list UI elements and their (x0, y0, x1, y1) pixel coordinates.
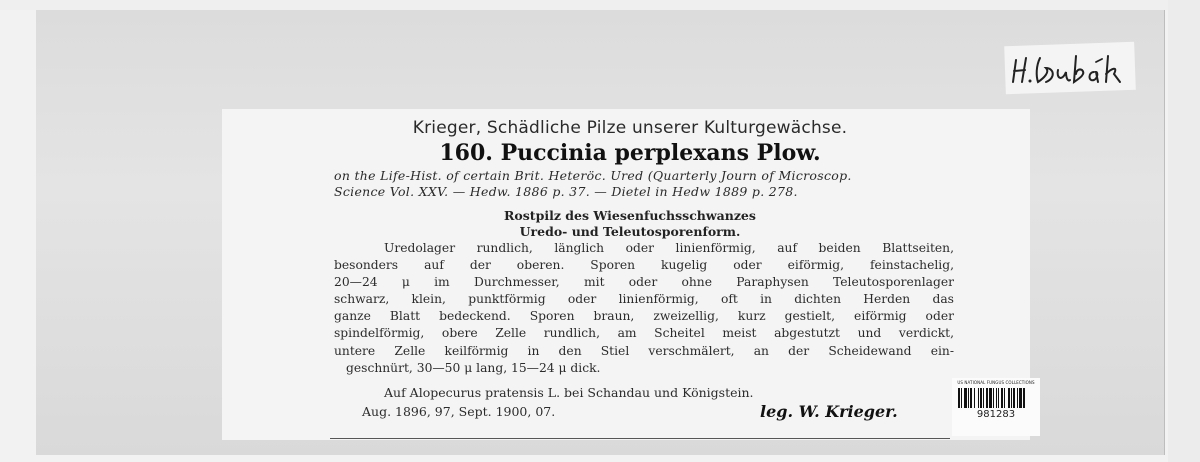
handwritten-signature (1010, 52, 1130, 88)
citation-line: Science Vol. XXV. — Hedw. 1886 p. 37. — Dietel in Hedw 1889 p. 278. (334, 184, 798, 199)
description-line: untere Zelle keilförmig in den Stiel verschmälert, an der Scheidewand ein- (334, 343, 954, 358)
description-line: spindelförmig, obere Zelle rundlich, am Scheitel meist abgestutzt und verdickt, (334, 326, 954, 341)
page-margin-top (0, 0, 1200, 10)
description-line: 20—24 μ im Durchmesser, mit oder ohne Paraphysen Teleutosporenlager (334, 275, 954, 290)
page-margin-right (1168, 0, 1200, 462)
barcode-number: 981283 (976, 409, 1016, 420)
description-line: Uredolager rundlich, länglich oder linienförmig, auf beiden Blattseiten, (384, 241, 954, 255)
collection-dates: Aug. 1896, 97, Sept. 1900, 07. (362, 404, 556, 419)
collection-locality: Auf Alopecurus pratensis L. bei Schandau und Königstein. (384, 385, 754, 400)
citation-line: on the Life-Hist. of certain Brit. Heteröc. Ured (Quarterly Journ of Microscop. (334, 168, 852, 183)
description-line: besonders auf der oberen. Sporen kugelig oder eiförmig, feinstachelig, (334, 258, 954, 273)
species-description (334, 240, 954, 377)
collector-name: leg. W. Krieger. (760, 402, 898, 421)
species-title: 160. Puccinia perplexans Plow. (439, 140, 821, 166)
description-line: ganze Blatt bedeckend. Sporen braun, zweizellig, kurz gestielt, eiförmig oder (334, 309, 954, 324)
description-line: geschnürt, 30—50 μ lang, 15—24 μ dick. (346, 360, 601, 375)
label-bottom-rule (330, 438, 950, 439)
svg-text:H. Bubák: H. Bubák (1010, 52, 1015, 53)
barcode-icon (958, 388, 1034, 408)
barcode-institution: US NATIONAL FUNGUS COLLECTIONS (957, 380, 1035, 385)
description-line: schwarz, klein, punktförmig oder linienförmig, oft in dichten Herden das (334, 292, 954, 307)
literature-citation (334, 168, 952, 200)
spore-stage: Uredo- und Teleutosporenform. (519, 224, 741, 239)
common-name: Rostpilz des Wiesenfuchsschwanzes (504, 208, 756, 223)
label-series-header: Krieger, Schädliche Pilze unserer Kulturgewächse. (412, 118, 848, 138)
